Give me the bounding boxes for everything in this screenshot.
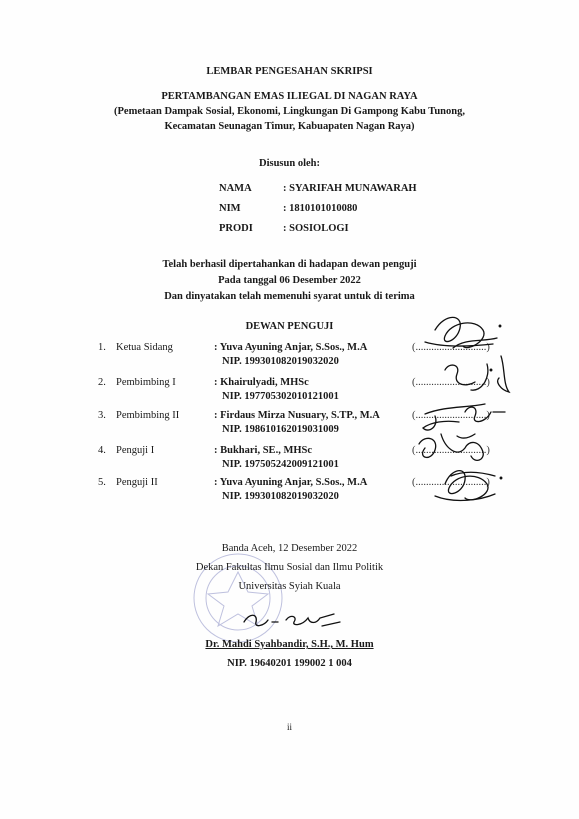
thesis-subtitle-line-1: (Pemetaan Dampak Sosial, Ekonomi, Lingkungan Di Gampong Kabu Tunong, bbox=[114, 106, 465, 117]
dean-name: Dr. Mahdi Syahbandir, S.H., M. Hum bbox=[205, 639, 374, 650]
member-role: Pembimbing II bbox=[116, 410, 180, 421]
author-name-label: NAMA bbox=[219, 183, 252, 194]
member-role: Pembimbing I bbox=[116, 377, 176, 388]
dean-signature-image bbox=[238, 604, 348, 634]
page-title: LEMBAR PENGESAHAN SKRIPSI bbox=[206, 66, 373, 77]
member-nip: NIP. 198610162019031009 bbox=[222, 424, 339, 435]
signature-line: (...........................) bbox=[412, 445, 490, 456]
dean-nip: NIP. 19640201 199002 1 004 bbox=[227, 658, 352, 669]
examiner-signatures-image bbox=[405, 308, 575, 518]
place-date: Banda Aceh, 12 Desember 2022 bbox=[221, 543, 358, 554]
member-nip: NIP. 199301082019032020 bbox=[222, 491, 339, 502]
defense-line-2: Pada tanggal 06 Desember 2022 bbox=[218, 275, 361, 286]
member-number: 3. bbox=[98, 410, 106, 421]
thesis-subtitle-line-2: Kecamatan Seunagan Timur, Kabuapaten Nagan Raya) bbox=[164, 121, 415, 132]
member-nip: NIP. 197505242009121001 bbox=[222, 459, 339, 470]
dean-position: Dekan Fakultas Ilmu Sosial dan Ilmu Politik bbox=[195, 562, 384, 573]
author-heading: Disusun oleh: bbox=[259, 158, 320, 169]
board-heading: DEWAN PENGUJI bbox=[245, 321, 334, 332]
university-name: Universitas Syiah Kuala bbox=[238, 581, 341, 592]
member-name: : Yuva Ayuning Anjar, S.Sos., M.A bbox=[214, 342, 368, 353]
member-number: 5. bbox=[98, 477, 106, 488]
signature-line: (...........................) bbox=[412, 410, 490, 421]
author-nim-value: : 1810101010080 bbox=[283, 203, 358, 214]
member-number: 2. bbox=[98, 377, 106, 388]
page-number: ii bbox=[286, 722, 292, 732]
member-nip: NIP. 197705302010121001 bbox=[222, 391, 339, 402]
signature-line: (...........................) bbox=[412, 477, 490, 488]
thesis-title: PERTAMBANGAN EMAS ILIEGAL DI NAGAN RAYA bbox=[161, 91, 418, 102]
member-role: Penguji II bbox=[116, 477, 158, 488]
author-prodi-value: : SOSIOLOGI bbox=[283, 223, 349, 234]
author-prodi-label: PRODI bbox=[219, 223, 253, 234]
member-name: : Bukhari, SE., MHSc bbox=[214, 445, 313, 456]
defense-line-3: Dan dinyatakan telah memenuhi syarat untuk di terima bbox=[164, 291, 415, 302]
defense-line-1: Telah berhasil dipertahankan di hadapan dewan penguji bbox=[162, 259, 417, 270]
member-name: : Firdaus Mirza Nusuary, S.TP., M.A bbox=[214, 410, 380, 421]
signature-line: (...........................) bbox=[412, 377, 490, 388]
member-name: : Yuva Ayuning Anjar, S.Sos., M.A bbox=[214, 477, 368, 488]
member-role: Penguji I bbox=[116, 445, 155, 456]
author-name-value: : SYARIFAH MUNAWARAH bbox=[283, 183, 417, 194]
author-nim-label: NIM bbox=[219, 203, 241, 214]
member-role: Ketua Sidang bbox=[116, 342, 173, 353]
member-name: : Khairulyadi, MHSc bbox=[214, 377, 309, 388]
member-nip: NIP. 199301082019032020 bbox=[222, 356, 339, 367]
signature-line: (...........................) bbox=[412, 342, 490, 353]
member-number: 1. bbox=[98, 342, 106, 353]
member-number: 4. bbox=[98, 445, 106, 456]
